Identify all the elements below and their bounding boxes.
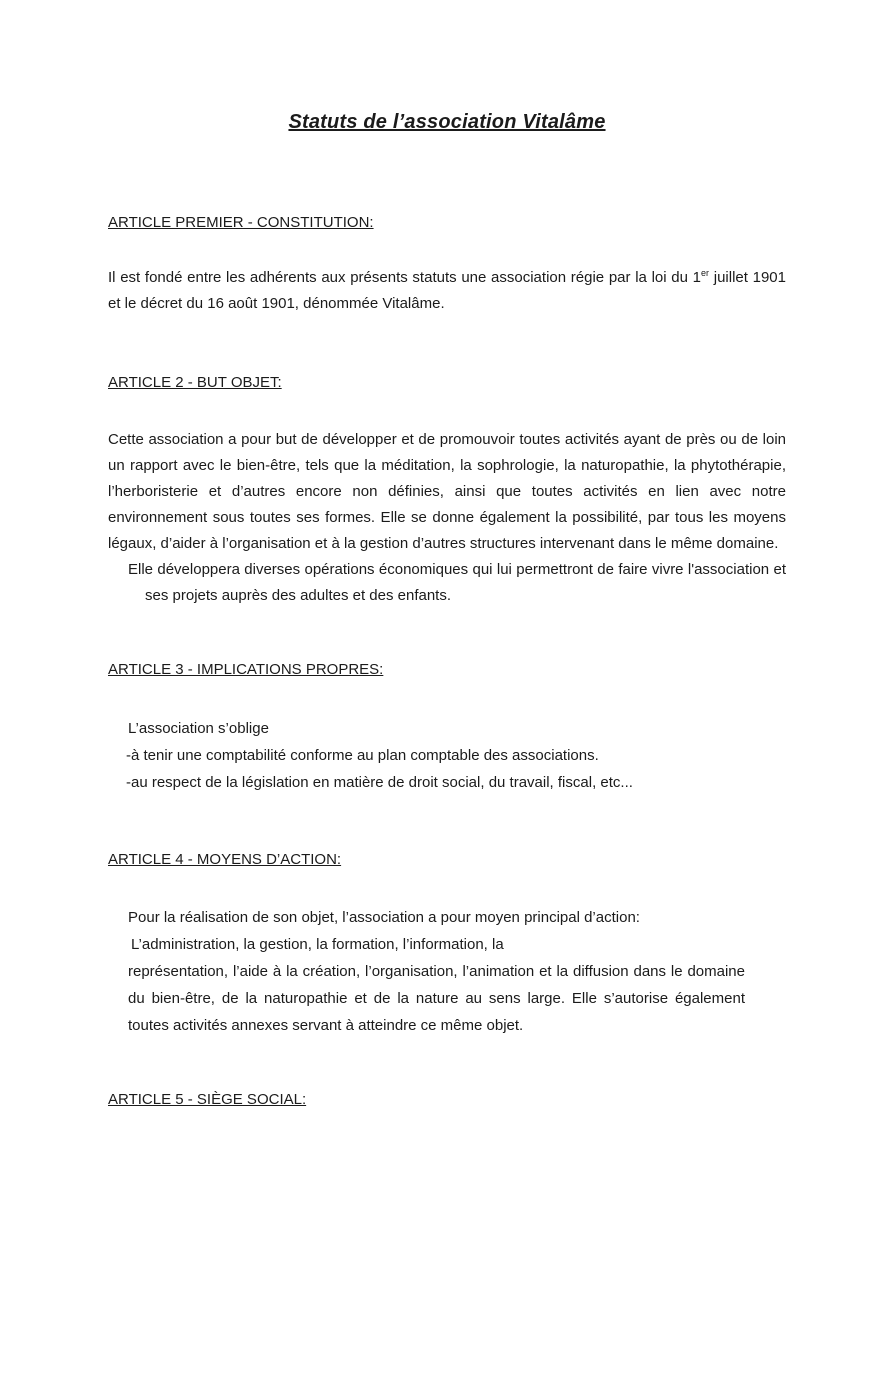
article-1-text-before-superscript: Il est fondé entre les adhérents aux présents statuts une association régie par la loi du 1 (108, 269, 702, 286)
article-3-lead-line: L’association s’oblige (128, 720, 269, 737)
article-2-paragraph-2: Elle développera diverses opérations économiques qui lui permettront de faire vivre l'association et ses projets auprès des adultes et des enfants. (128, 561, 786, 604)
article-1-text-after-superscript: juillet 1901 et le décret du 16 août 1901, dénommée Vitalâme. (108, 269, 786, 312)
article-3-item-2: -au respect de la législation en matière de droit social, du travail, fiscal, etc... (126, 774, 633, 791)
article-1-heading: ARTICLE PREMIER - CONSTITUTION: (108, 214, 374, 231)
document-page (0, 110, 894, 1109)
article-2-paragraph: Cette association a pour but de développer et de promouvoir toutes activités ayant de près ou de loin un rapport avec le bien-être, tels que la méditation, la sophrologie, la naturopathie, la phytothérapie, l’herboristerie et d’autres encore non définies, ainsi que toutes activités en lien avec notre environnement sous toutes ses formes. Elle se donne également la possibilité, par tous les moyens légaux, d’aider à l’organisation et à la gestion d’autres structures intervenant dans le même domaine. (108, 431, 786, 552)
article-3-heading: ARTICLE 3 - IMPLICATIONS PROPRES: (108, 661, 384, 678)
article-4-heading: ARTICLE 4 - MOYENS D’ACTION: (108, 851, 342, 868)
document-title: Statuts de l’association Vitalâme (288, 111, 606, 133)
article-4-line-2: L’administration, la gestion, la formation, l’information, la (131, 936, 504, 953)
article-3-item-1: -à tenir une comptabilité conforme au plan comptable des associations. (126, 747, 599, 764)
article-2-heading: ARTICLE 2 - BUT OBJET: (108, 374, 282, 391)
article-1-paragraph (108, 265, 786, 317)
article-4-body (128, 904, 745, 1039)
article-5-heading: ARTICLE 5 - SIÈGE SOCIAL: (108, 1091, 307, 1108)
article-4-continuation: représentation, l’aide à la création, l’organisation, l’animation et la diffusion dans le domaine du bien-être, de la naturopathie et de la nature au sens large. Elle s’autorise également toutes activités annexes servant à atteindre ce même objet. (128, 963, 745, 1034)
ordinal-superscript: er (701, 268, 710, 278)
article-3-body (108, 715, 786, 796)
article-4-line-1: Pour la réalisation de son objet, l’association a pour moyen principal d’action: (128, 909, 640, 926)
